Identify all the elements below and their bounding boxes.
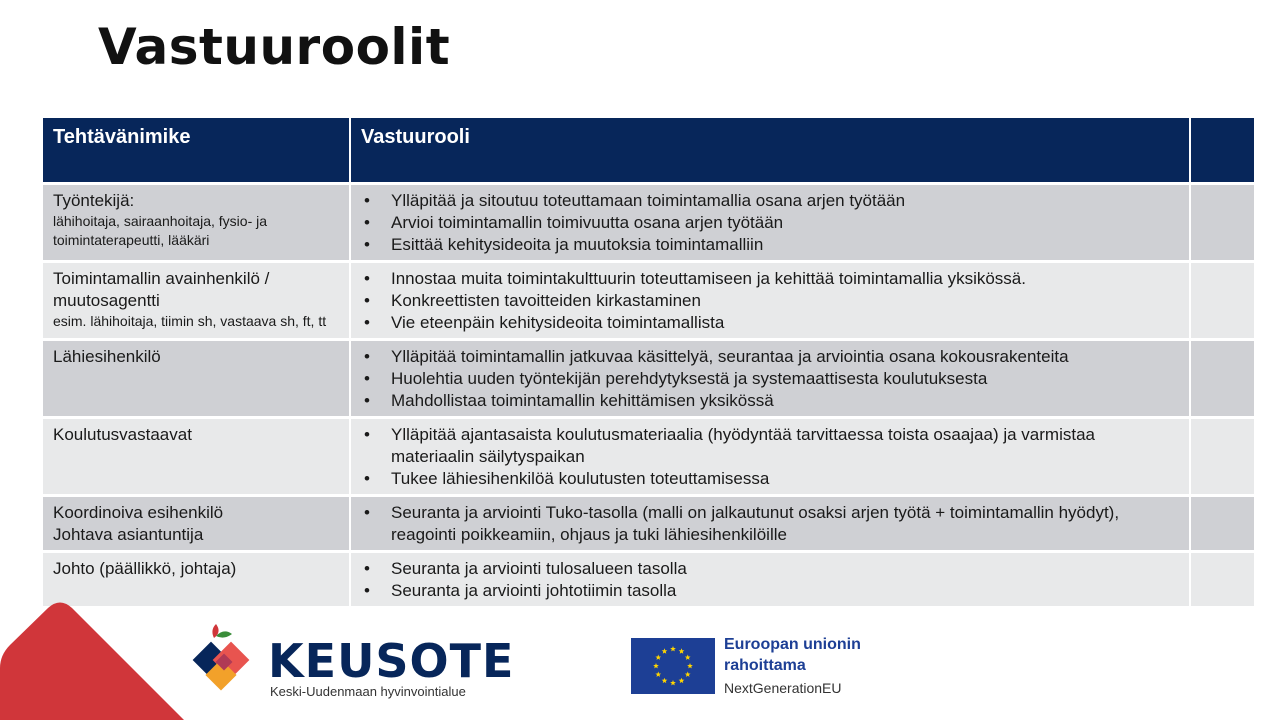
table-header-row [43, 118, 1255, 184]
responsibility-list [361, 346, 1179, 412]
table-row [43, 552, 1255, 607]
role-title: Koordinoiva esihenkilö [53, 503, 224, 522]
responsibility-cell [350, 552, 1190, 607]
role-subtitle: toimintaterapeutti, lääkäri [53, 232, 210, 248]
table-row [43, 262, 1255, 340]
empty-cell [1190, 262, 1255, 340]
responsibility-list [361, 190, 1179, 256]
role-title: Johtava asiantuntija [53, 525, 204, 544]
responsibility-list [361, 502, 1179, 546]
responsibility-item: • Arvioi toimintamallin toimivuutta osana arjen työtään [361, 212, 1179, 234]
eu-funding-line3: NextGenerationEU [724, 680, 842, 696]
responsibility-cell [350, 340, 1190, 418]
footer [0, 600, 1280, 720]
corner-decoration [0, 600, 200, 720]
responsibility-item: • Seuranta ja arviointi tulosalueen tasolla [361, 558, 1179, 580]
empty-cell [1190, 184, 1255, 262]
responsibility-item: • Vie eteenpäin kehitysideoita toimintamallista [361, 312, 1179, 334]
table-row [43, 340, 1255, 418]
page-title: Vastuuroolit [98, 18, 451, 76]
responsibility-cell [350, 184, 1190, 262]
responsibility-item: • Ylläpitää toimintamallin jatkuvaa käsittelyä, seurantaa ja arviointia osana kokousrakenteita [361, 346, 1179, 368]
role-title-cell [43, 262, 350, 340]
role-title: Työntekijä: [53, 191, 135, 210]
empty-cell [1190, 418, 1255, 496]
responsibility-list [361, 424, 1179, 490]
empty-cell [1190, 552, 1255, 607]
role-title-cell [43, 340, 350, 418]
role-title: Toimintamallin avainhenkilö / [53, 269, 270, 288]
responsibility-item: • Konkreettisten tavoitteiden kirkastaminen [361, 290, 1179, 312]
keusote-wordmark: KEUSOTE [268, 634, 515, 688]
responsibility-item: • Esittää kehitysideoita ja muutoksia toimintamalliin [361, 234, 1179, 256]
responsibility-list [361, 268, 1179, 334]
responsibility-item: • Seuranta ja arviointi johtotiimin tasolla [361, 580, 1179, 602]
role-title: Lähiesihenkilö [53, 347, 161, 366]
role-title-cell [43, 496, 350, 552]
keusote-logo-icon [188, 622, 264, 702]
empty-cell [1190, 340, 1255, 418]
responsibility-cell [350, 496, 1190, 552]
role-title-cell [43, 184, 350, 262]
keusote-tagline: Keski-Uudenmaan hyvinvointialue [270, 684, 466, 699]
responsibility-item: • Ylläpitää ja sitoutuu toteuttamaan toimintamallia osana arjen työtään [361, 190, 1179, 212]
role-title: muutosagentti [53, 291, 160, 310]
roles-table [43, 118, 1256, 606]
table-row [43, 184, 1255, 262]
empty-cell [1190, 496, 1255, 552]
responsibility-item: • Mahdollistaa toimintamallin kehittämisen yksikössä [361, 390, 1179, 412]
role-subtitle: lähihoitaja, sairaanhoitaja, fysio- ja [53, 213, 268, 229]
column-header-role: Vastuurooli [350, 118, 1190, 184]
table-row [43, 418, 1255, 496]
responsibility-item: • Seuranta ja arviointi Tuko-tasolla (malli on jalkautunut osaksi arjen työtä + toimintamallin hyödyt), reagointi poikkeamiin, ohjaus ja tuki lähiesihenkilöille [361, 502, 1179, 546]
responsibility-cell [350, 262, 1190, 340]
column-header-empty [1190, 118, 1255, 184]
responsibility-item: • Huolehtia uuden työntekijän perehdytyksestä ja systemaattisesta koulutuksesta [361, 368, 1179, 390]
responsibility-cell [350, 418, 1190, 496]
role-title: Johto (päällikkö, johtaja) [53, 559, 237, 578]
table-row [43, 496, 1255, 552]
eu-funding-line2: rahoittama [724, 657, 806, 674]
column-header-title: Tehtävänimike [43, 118, 350, 184]
role-title: Koulutusvastaavat [53, 425, 192, 444]
role-title-cell [43, 552, 350, 607]
responsibility-item: • Ylläpitää ajantasaista koulutusmateriaalia (hyödyntää tarvittaessa toista osaajaa) ja varmistaa materiaalin säilytyspaikan [361, 424, 1179, 468]
eu-funding-line1: Euroopan unionin [724, 636, 861, 653]
eu-flag-icon [631, 638, 715, 694]
role-subtitle: esim. lähihoitaja, tiimin sh, vastaava sh, ft, tt [53, 313, 327, 329]
responsibility-item: • Tukee lähiesihenkilöä koulutusten toteuttamisessa [361, 468, 1179, 490]
responsibility-list [361, 558, 1179, 602]
responsibility-item: • Innostaa muita toimintakulttuurin toteuttamiseen ja kehittää toimintamallia yksikössä. [361, 268, 1179, 290]
role-title-cell [43, 418, 350, 496]
